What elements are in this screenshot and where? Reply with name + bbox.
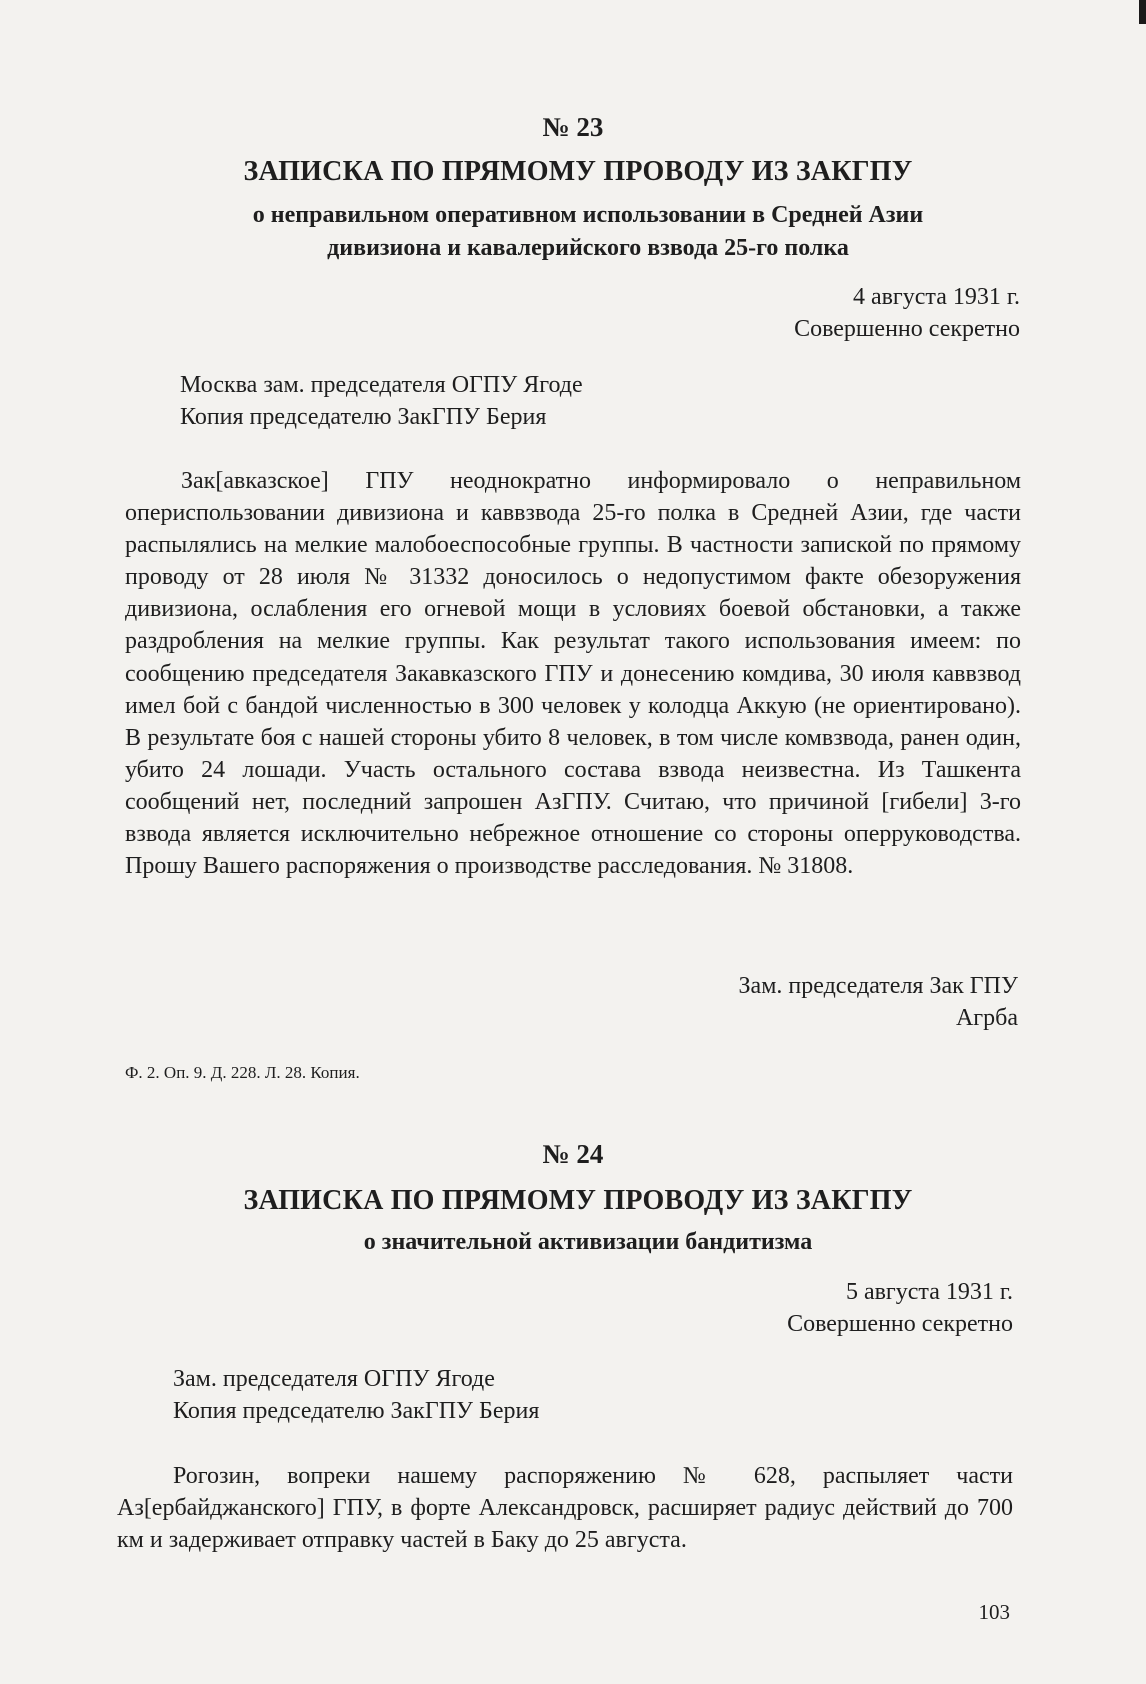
doc24-addressee-2: Копия председателю ЗакГПУ Берия (173, 1398, 540, 1424)
doc23-subtitle-line-2: дивизиона и кавалерийского взвода 25-го полка (327, 235, 849, 261)
doc23-signature-title: Зам. председателя Зак ГПУ (738, 973, 1018, 999)
doc23-title: ЗАПИСКА ПО ПРЯМОМУ ПРОВОДУ ИЗ ЗАКГПУ (243, 156, 913, 187)
doc24-body: Рогозин, вопреки нашему распоряжению № 628, распыляет части Аз[ербайджанского] ГПУ, в форте Александровск, расширяет радиус действий до 700 км и задерживает отправку частей в Баку до 25 августа. (117, 1463, 1013, 1554)
doc24-addressee-1: Зам. председателя ОГПУ Ягоде (173, 1366, 495, 1392)
doc23-signature-name: Агрба (955, 1005, 1018, 1031)
doc24-number: № 24 (542, 1139, 604, 1169)
doc23-addressee-2: Копия председателю ЗакГПУ Берия (180, 404, 547, 430)
doc23-addressee-1: Москва зам. председателя ОГПУ Ягоде (180, 372, 583, 398)
doc23-classification: Совершенно секретно (794, 316, 1020, 342)
doc24-date: 5 августа 1931 г. (845, 1279, 1013, 1305)
doc24-classification: Совершенно секретно (787, 1311, 1013, 1337)
doc23-date: 4 августа 1931 г. (852, 284, 1020, 310)
doc23-body: Зак[авказское] ГПУ неоднократно информировало о неправильном опериспользовании дивизиона и каввзвода 25-го полка в Средней Азии, где части распылялись на мелкие малобоеспособные группы. В частности запиской по прямому проводу от 28 июля № 31332 доносилось о недопустимом факте обезоружения дивизиона, ослабления его огневой мощи в условиях боевой обстановки, а также раздробления на мелкие группы. Как результат такого использования имеем: по сообщению председателя Закавказского ГПУ и донесению комдива, 30 июля каввзвод имел бой с бандой численностью в 300 человек у колодца Аккую (не ориентировано). В результате боя с нашей стороны убито 8 человек, в том числе комвзвода, ранен один, убито 24 лошади. Участь остального состава взвода неизвестна. Из Ташкента сообщений нет, последний запрошен АзГПУ. Считаю, что причиной [гибели] 3-го взвода является исключительно небрежное отношение со стороны опеpруководства. Прошу Вашего распоряжения о производстве расследования. № 31808. (125, 468, 1021, 880)
doc23-subtitle-line-1: о неправильном оперативном использовании в Средней Азии (252, 202, 924, 228)
doc24-subtitle-line-1: о значительной активизации бандитизма (363, 1229, 813, 1255)
doc23-archive-source: Ф. 2. Оп. 9. Д. 228. Л. 28. Копия. (125, 1063, 360, 1082)
page-number: 103 (978, 1600, 1010, 1624)
doc24-title: ЗАПИСКА ПО ПРЯМОМУ ПРОВОДУ ИЗ ЗАКГПУ (243, 1185, 913, 1216)
doc23-number: № 23 (542, 112, 604, 142)
